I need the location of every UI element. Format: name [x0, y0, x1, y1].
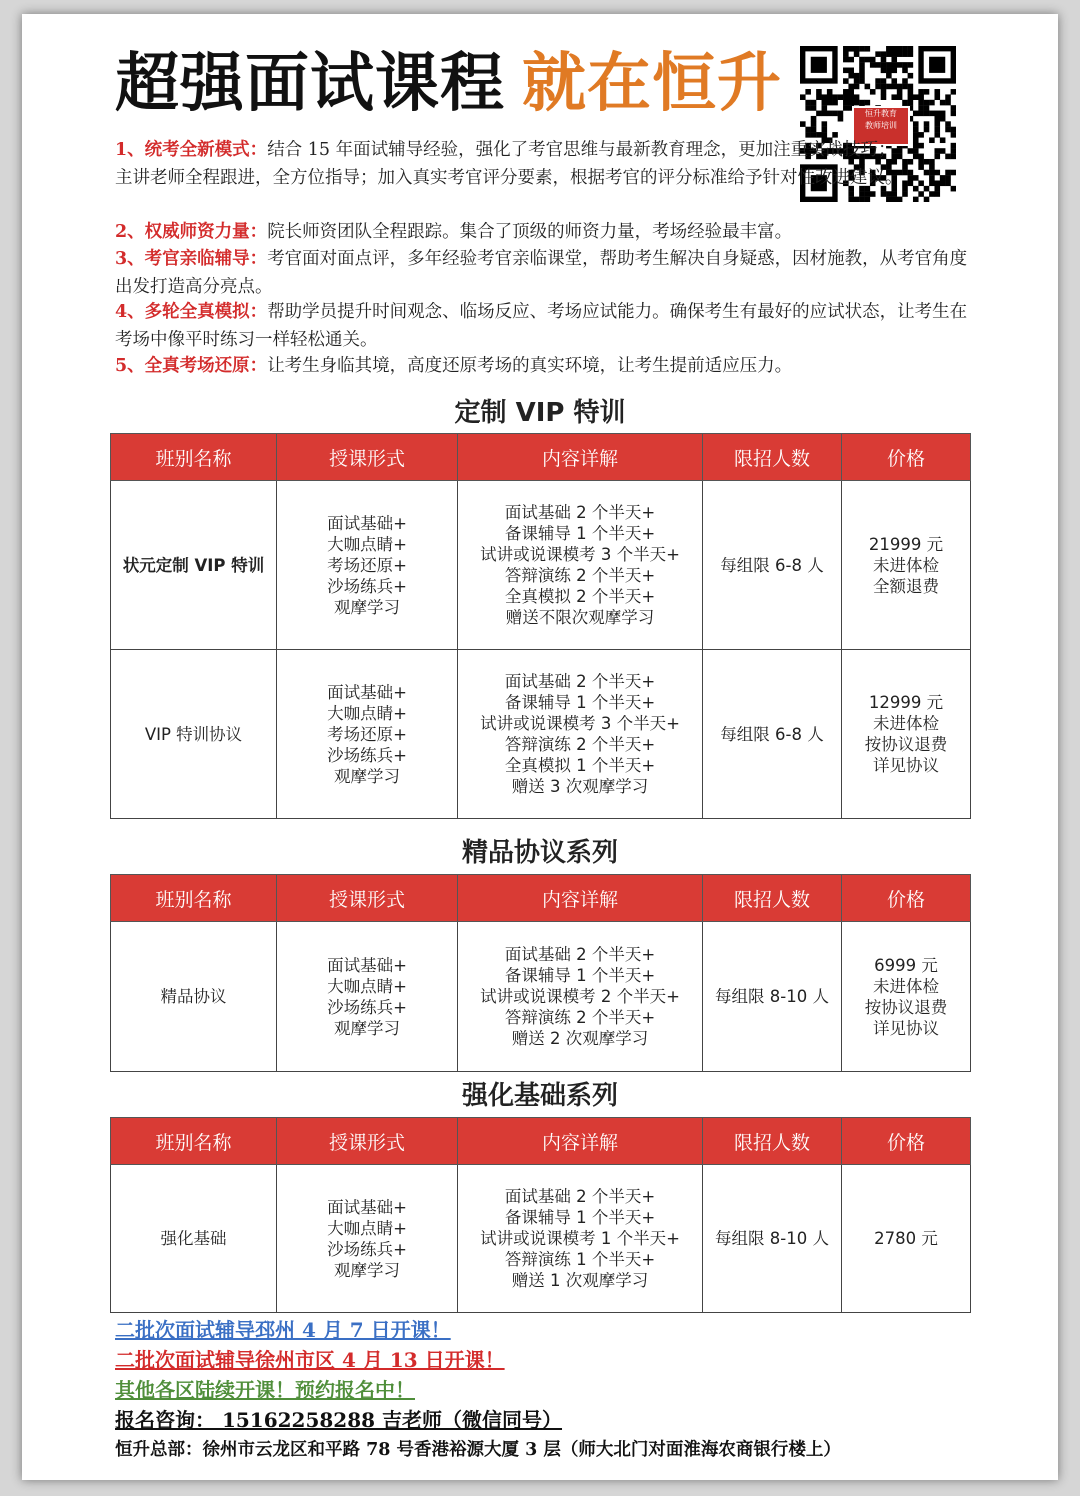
section-title-premium: 精品协议系列	[461, 838, 618, 868]
col-header-format: 授课形式	[277, 434, 458, 481]
class-name: 精品协议	[111, 922, 277, 1072]
format-line: 面试基础+	[327, 682, 407, 702]
content-cell	[458, 481, 703, 650]
price-line: 按协议退费	[864, 735, 948, 754]
price-line: 全额退费	[873, 576, 939, 596]
content-line: 赠送不限次观摩学习	[505, 608, 655, 627]
col-header-limit: 限招人数	[703, 875, 842, 922]
intro-point-text: 考官面对面点评，多年经验考官亲临课堂，帮助考生解决自身疑惑，因材施教，从考官角度出发打造高分亮点。	[115, 249, 968, 297]
intro-point-lead: 4、多轮全真模拟：	[115, 302, 268, 322]
schedule-pizhou: 二批次面试辅导邳州 4 月 7 日开课！	[115, 1318, 451, 1342]
content-line: 答辩演练 2 个半天+	[504, 735, 656, 754]
col-header-class: 班别名称	[111, 1118, 277, 1165]
intro-point-1	[115, 136, 905, 192]
col-header-content: 内容详解	[458, 875, 703, 922]
limit-cell: 每组限 6-8 人	[703, 650, 842, 819]
price-line: 按协议退费	[864, 997, 948, 1017]
table-row	[111, 481, 971, 650]
content-line: 试讲或说课模考 3 个半天+	[480, 714, 680, 733]
class-name: 状元定制 VIP 特训	[111, 481, 277, 650]
format-line: 面试基础+	[327, 955, 407, 975]
qr-center-logo: 恒升教育 教师培训	[852, 106, 910, 146]
section-title-vip: 定制 VIP 特训	[454, 398, 626, 428]
contact-phone: 报名咨询： 15162258288 吉老师（微信同号）	[115, 1408, 563, 1432]
format-line: 观摩学习	[334, 766, 400, 786]
content-line: 试讲或说课模考 2 个半天+	[480, 987, 680, 1006]
headline-left: 超强面试课程	[115, 47, 505, 121]
col-header-price: 价格	[842, 434, 971, 481]
price-line: 2780 元	[874, 1229, 938, 1248]
format-line: 观摩学习	[334, 1018, 400, 1038]
content-line: 全真模拟 2 个半天+	[504, 587, 656, 606]
table-header-row	[111, 1118, 971, 1165]
content-line: 面试基础 2 个半天+	[504, 503, 656, 522]
price-line: 6999 元	[874, 955, 938, 975]
intro-point-3	[115, 245, 975, 301]
table-row	[111, 650, 971, 819]
format-line: 大咖点睛+	[327, 1218, 407, 1238]
format-line: 观摩学习	[334, 1260, 400, 1280]
format-cell	[277, 922, 458, 1072]
premium-course-table	[110, 874, 971, 1072]
format-line: 考场还原+	[327, 724, 407, 744]
price-cell	[842, 922, 971, 1072]
price-cell	[842, 650, 971, 819]
intro-point-text: 院长师资团队全程跟踪。集合了顶级的师资力量，考场经验最丰富。	[267, 222, 793, 242]
price-line: 12999 元	[868, 693, 944, 712]
format-cell	[277, 481, 458, 650]
content-line: 答辩演练 1 个半天+	[504, 1250, 656, 1269]
content-line: 备课辅导 1 个半天+	[504, 966, 656, 985]
col-header-class: 班别名称	[111, 434, 277, 481]
content-cell	[458, 650, 703, 819]
vip-course-table	[110, 433, 971, 819]
price-line: 未进体检	[873, 714, 939, 733]
intro-point-lead: 2、权威师资力量：	[115, 222, 268, 242]
table-row	[111, 922, 971, 1072]
format-line: 沙场练兵+	[327, 997, 407, 1017]
format-line: 沙场练兵+	[327, 576, 407, 596]
content-line: 答辩演练 2 个半天+	[504, 1008, 656, 1027]
content-line: 面试基础 2 个半天+	[504, 1187, 656, 1206]
col-header-format: 授课形式	[277, 875, 458, 922]
format-line: 面试基础+	[327, 1197, 407, 1217]
limit-cell: 每组限 8-10 人	[703, 922, 842, 1072]
content-line: 备课辅导 1 个半天+	[504, 524, 656, 543]
intro-point-2	[115, 218, 975, 246]
format-cell	[277, 1165, 458, 1313]
price-line: 未进体检	[873, 976, 939, 996]
section-title-basic: 强化基础系列	[461, 1081, 618, 1111]
class-name: VIP 特训协议	[111, 650, 277, 819]
format-line: 大咖点睛+	[327, 534, 407, 554]
intro-point-4	[115, 298, 975, 354]
intro-point-text: 帮助学员提升时间观念、临场反应、考场应试能力。确保考生有最好的应试状态，让考生在考场中像平时练习一样轻松通关。	[115, 302, 968, 350]
col-header-price: 价格	[842, 1118, 971, 1165]
schedule-xuzhou: 二批次面试辅导徐州市区 4 月 13 日开课！	[115, 1348, 505, 1372]
class-name: 强化基础	[111, 1165, 277, 1313]
headline-right: 就在恒升	[522, 47, 782, 121]
content-line: 备课辅导 1 个半天+	[504, 693, 656, 712]
intro-point-lead: 5、全真考场还原：	[115, 356, 268, 376]
table-header-row	[111, 434, 971, 481]
intro-point-lead: 1、统考全新模式：	[115, 140, 268, 160]
content-line: 全真模拟 1 个半天+	[504, 756, 656, 775]
table-header-row	[111, 875, 971, 922]
content-line: 备课辅导 1 个半天+	[504, 1208, 656, 1227]
format-line: 大咖点睛+	[327, 976, 407, 996]
content-line: 赠送 3 次观摩学习	[511, 777, 649, 796]
col-header-class: 班别名称	[111, 875, 277, 922]
content-cell	[458, 922, 703, 1072]
content-line: 面试基础 2 个半天+	[504, 945, 656, 964]
format-cell	[277, 650, 458, 819]
col-header-content: 内容详解	[458, 1118, 703, 1165]
col-header-format: 授课形式	[277, 1118, 458, 1165]
content-line: 赠送 1 次观摩学习	[511, 1271, 649, 1290]
format-line: 沙场练兵+	[327, 1239, 407, 1259]
basic-course-table	[110, 1117, 971, 1313]
price-line: 21999 元	[868, 534, 944, 554]
content-line: 答辩演练 2 个半天+	[504, 566, 656, 585]
content-line: 面试基础 2 个半天+	[504, 672, 656, 691]
intro-point-lead: 3、考官亲临辅导：	[115, 249, 268, 269]
content-line: 试讲或说课模考 1 个半天+	[480, 1229, 680, 1248]
content-line: 赠送 2 次观摩学习	[511, 1029, 649, 1048]
limit-cell: 每组限 8-10 人	[703, 1165, 842, 1313]
limit-cell: 每组限 6-8 人	[703, 481, 842, 650]
price-cell	[842, 481, 971, 650]
intro-point-text: 让考生身临其境，高度还原考场的真实环境，让考生提前适应压力。	[267, 356, 793, 376]
table-row	[111, 1165, 971, 1313]
format-line: 面试基础+	[327, 513, 407, 533]
col-header-price: 价格	[842, 875, 971, 922]
schedule-others: 其他各区陆续开课！预约报名中！	[115, 1378, 415, 1402]
format-line: 考场还原+	[327, 555, 407, 575]
price-line: 详见协议	[873, 1018, 939, 1038]
intro-point-5	[115, 352, 975, 380]
col-header-limit: 限招人数	[703, 434, 842, 481]
format-line: 观摩学习	[334, 597, 400, 617]
content-cell	[458, 1165, 703, 1313]
hq-address: 恒升总部：徐州市云龙区和平路 78 号香港裕源大厦 3 层（师大北门对面淮海农商银行楼上）	[115, 1440, 841, 1460]
format-line: 沙场练兵+	[327, 745, 407, 765]
col-header-content: 内容详解	[458, 434, 703, 481]
content-line: 试讲或说课模考 3 个半天+	[480, 545, 680, 564]
col-header-limit: 限招人数	[703, 1118, 842, 1165]
intro-point-text: 结合 15 年面试辅导经验，强化了考官思维与最新教育理念，更加注重实战技巧；主讲老师全程跟进，全方位指导；加入真实考官评分要素，根据考官的评分标准给予针对性改进建议。	[115, 140, 903, 188]
price-line: 未进体检	[873, 555, 939, 575]
price-cell	[842, 1165, 971, 1313]
format-line: 大咖点睛+	[327, 703, 407, 723]
price-line: 详见协议	[873, 756, 939, 775]
